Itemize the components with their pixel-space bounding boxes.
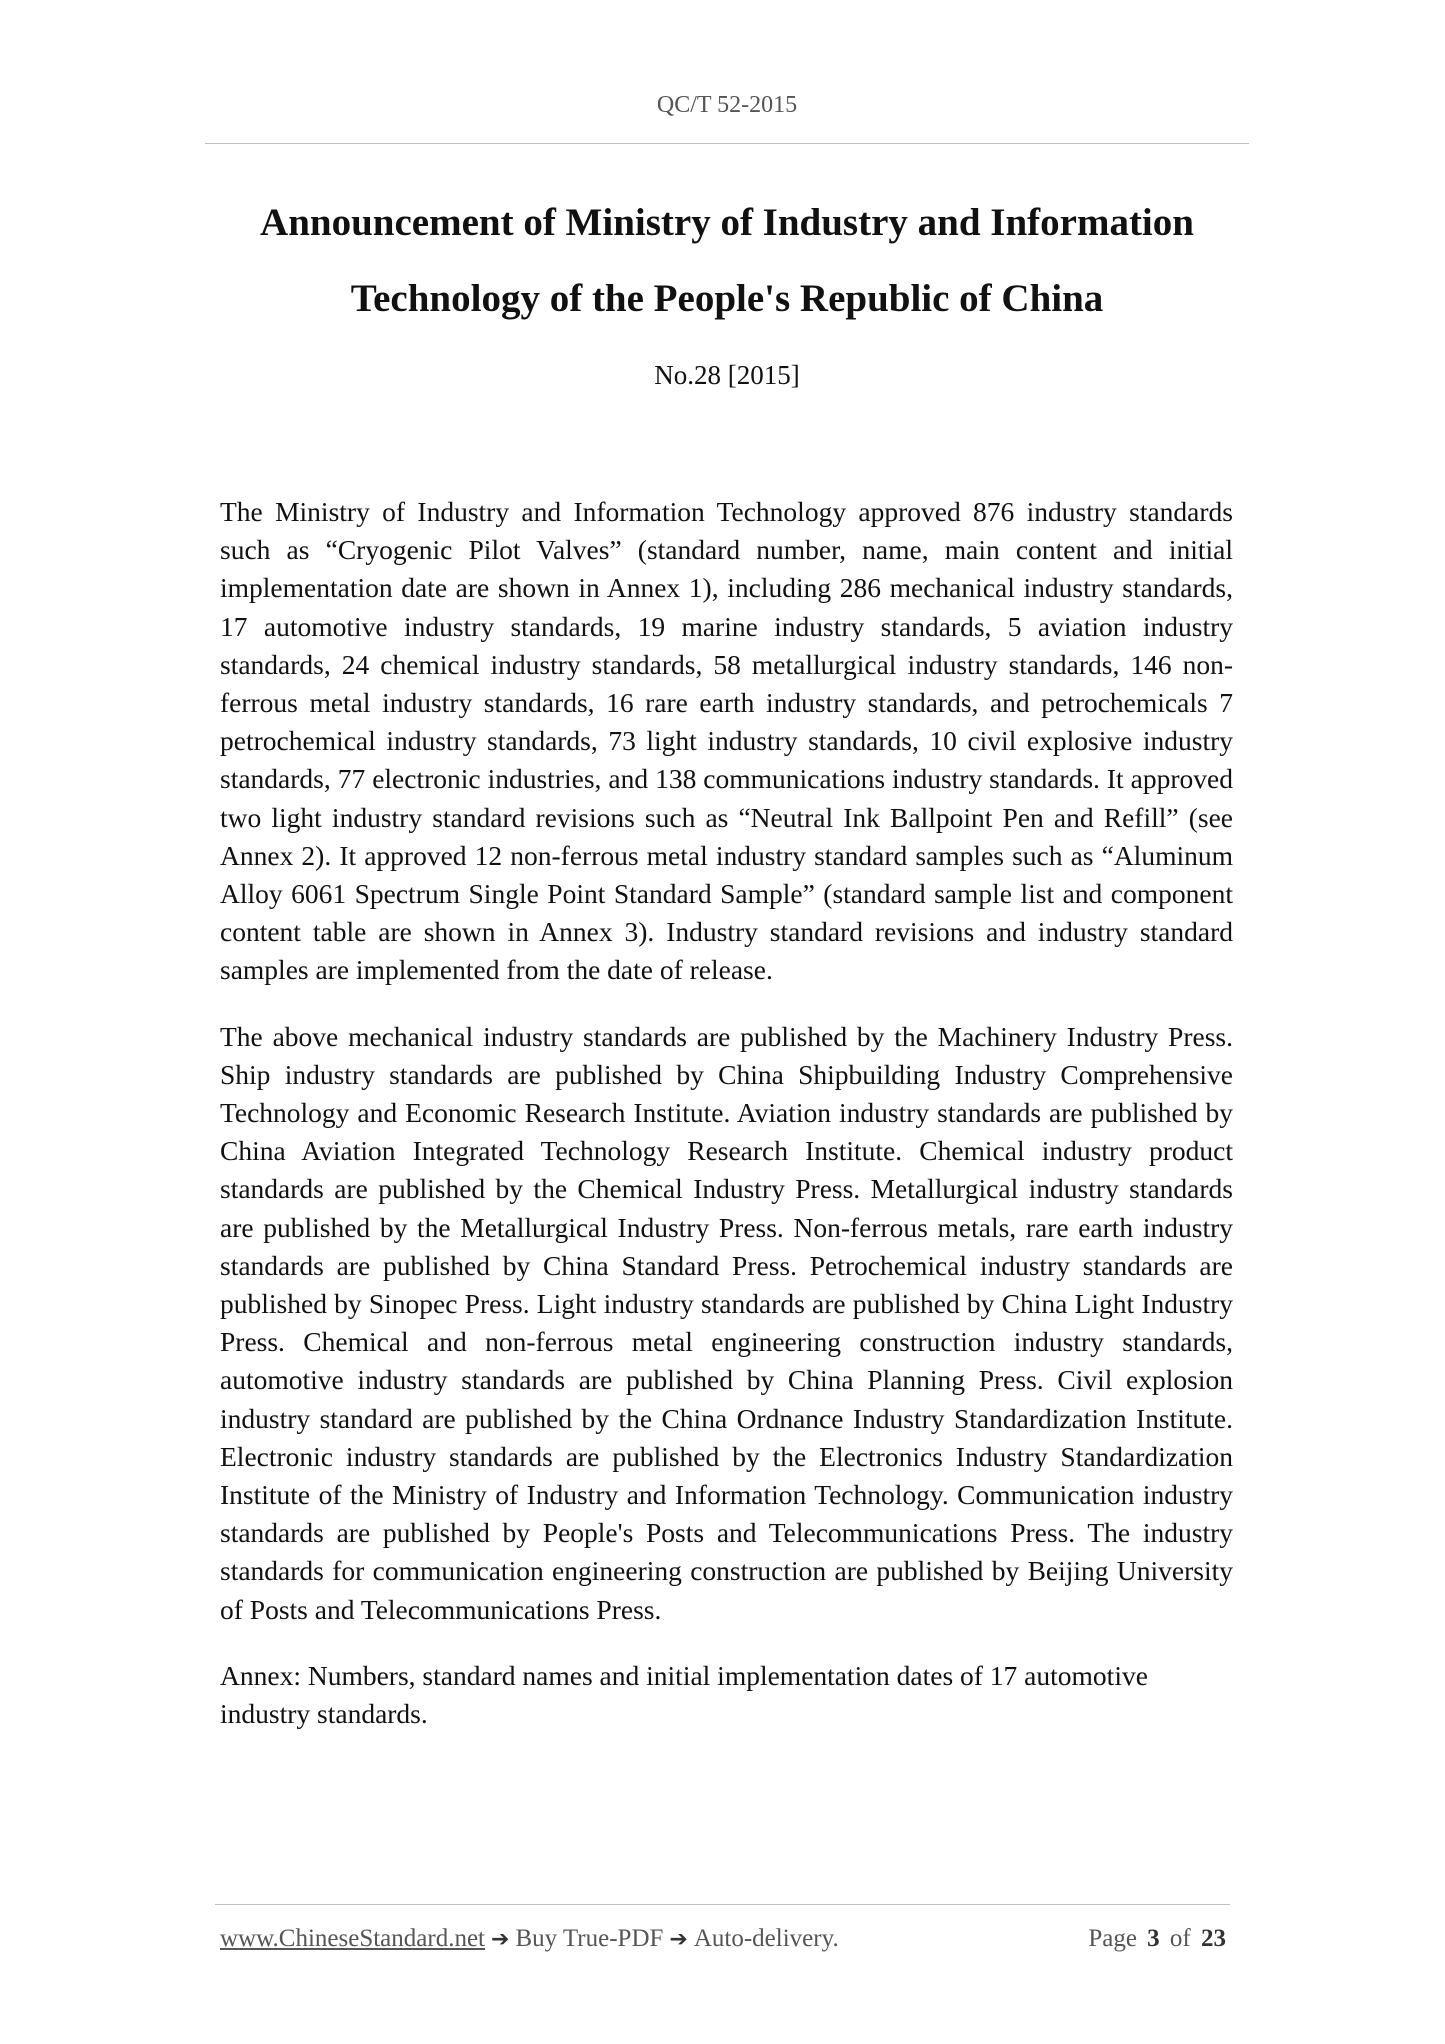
announcement-number: No.28 [2015] xyxy=(654,360,800,390)
body-paragraph-annex: Annex: Numbers, standard names and initial implementation dates of 17 automotive industry standards. xyxy=(220,1659,1148,1730)
header-divider xyxy=(205,143,1249,144)
title-line-1: Announcement of Ministry of Industry and Information xyxy=(260,201,1194,244)
title-line-2: Technology of the People's Republic of China xyxy=(350,277,1104,320)
announcement-body xyxy=(220,493,1233,1761)
website-link[interactable]: www.ChineseStandard.net xyxy=(220,1925,485,1952)
document-header-code: QC/T 52-2015 xyxy=(656,92,798,118)
body-paragraph-publishers: The above mechanical industry standards are published by the Machinery Industry Press. Ship industry standards are published by China Shipbuilding Industry Comprehensive Technology and Economic Research Institute. Aviation industry standards are published by China Aviation Integrated Technology Research Institute. Chemical industry product standards are published by the Chemical Industry Press. Metallurgical industry standards are published by the Metallurgical Industry Press. Non-ferrous metals, rare earth industry standards are published by China Standard Press. Petrochemical industry standards are published by Sinopec Press. Light industry standards are published by China Light Industry Press. Chemical and non-ferrous metal engineering construction industry standards, automotive industry standards are published by China Planning Press. Civil explosion industry standard are published by the China Ordnance Industry Standardization Institute. Electronic industry standards are published by the Electronics Industry Standardization Institute of the Ministry of Industry and Information Technology. Communication industry standards are published by People's Posts and Telecommunications Press. The industry standards for communication engineering construction are published by Beijing University of Posts and Telecommunications Press. xyxy=(220,1020,1233,1625)
footer-divider xyxy=(215,1904,1230,1905)
footer-promo xyxy=(220,1925,839,1953)
page-footer xyxy=(220,1925,1230,1953)
page-label: Page xyxy=(1088,1925,1137,1952)
page-indicator xyxy=(1088,1925,1230,1953)
buy-true-pdf-text: Buy True-PDF xyxy=(515,1925,664,1952)
page-total: 23 xyxy=(1201,1925,1226,1952)
auto-delivery-text: Auto-delivery. xyxy=(693,1925,839,1952)
right-arrow-icon: ➔ xyxy=(491,1927,510,1952)
announcement-title xyxy=(205,185,1249,337)
page-current: 3 xyxy=(1147,1925,1160,1952)
page-of-label: of xyxy=(1169,1925,1191,1952)
body-paragraph-approvals: The Ministry of Industry and Information Technology approved 876 industry standards such as “Cryogenic Pilot Valves” (standard number, name, main content and initial implementation date are shown in Annex 1), including 286 mechanical industry standards, 17 automotive industry standards, 19 marine industry standards, 5 aviation industry standards, 24 chemical industry standards, 58 metallurgical industry standards, 146 non-ferrous metal industry standards, 16 rare earth industry standards, and petrochemicals 7 petrochemical industry standards, 73 light industry standards, 10 civil explosive industry standards, 77 electronic industries, and 138 communications industry standards. It approved two light industry standard revisions such as “Neutral Ink Ballpoint Pen and Refill” (see Annex 2). It approved 12 non-ferrous metal industry standard samples such as “Aluminum Alloy 6061 Spectrum Single Point Standard Sample” (standard sample list and component content table are shown in Annex 3). Industry standard revisions and industry standard samples are implemented from the date of release. xyxy=(220,496,1233,986)
right-arrow-icon: ➔ xyxy=(669,1927,688,1952)
